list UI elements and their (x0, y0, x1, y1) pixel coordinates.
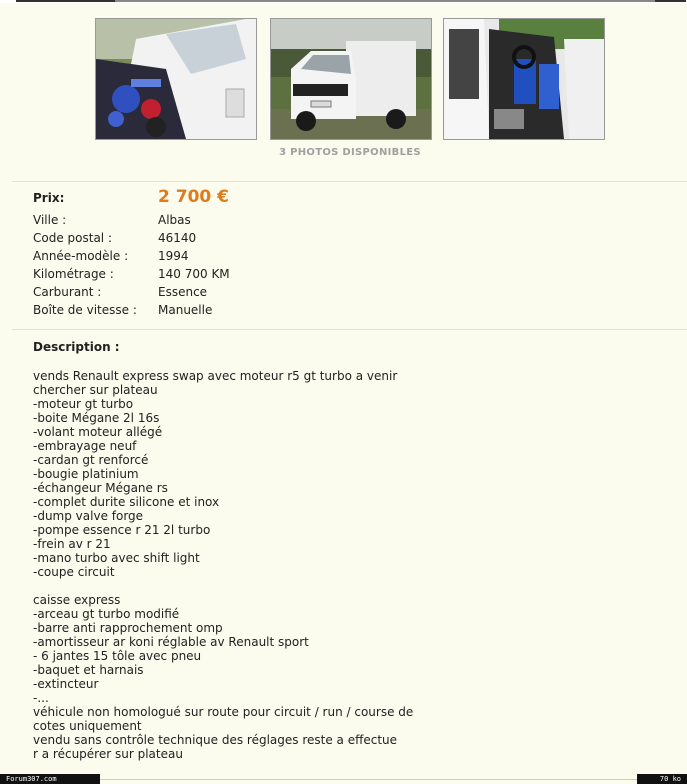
description-line: -embrayage neuf (33, 439, 137, 453)
description-line: -coupe circuit (33, 565, 115, 579)
fuel-value: Essence (158, 285, 208, 299)
mileage-value: 140 700 KM (158, 267, 230, 281)
postal-code-value: 46140 (158, 231, 197, 245)
description-line: -cardan gt renforcé (33, 453, 149, 467)
description-body (33, 369, 453, 761)
top-strip (0, 0, 687, 3)
description-line: -mano turbo avec shift light (33, 551, 200, 565)
description-line: -... (33, 691, 49, 705)
photo-thumbnail-2[interactable] (270, 18, 432, 140)
description-line: -complet durite silicone et inox (33, 495, 220, 509)
postal-code-label: Code postal : (33, 231, 112, 245)
photo-thumbnail-3[interactable] (443, 18, 605, 140)
description-line: -baquet et harnais (33, 663, 144, 677)
top-strip-mid (115, 0, 655, 2)
mileage-label: Kilométrage : (33, 267, 114, 281)
description-line: caisse express (33, 593, 121, 607)
van-front-photo-icon (271, 19, 431, 139)
description-line: vendu sans contrôle technique des réglages reste a effectue (33, 733, 398, 747)
description-line: cotes uniquement (33, 719, 142, 733)
description-line: -amortisseur ar koni réglable av Renault sport (33, 635, 309, 649)
description-line: chercher sur plateau (33, 383, 158, 397)
description-line: -volant moteur allégé (33, 425, 163, 439)
description-line: vends Renault express swap avec moteur r5 gt turbo a venir (33, 369, 398, 383)
description-line: -frein av r 21 (33, 537, 111, 551)
city-value: Albas (158, 213, 191, 227)
separator-top (12, 181, 687, 182)
description-line: -pompe essence r 21 2l turbo (33, 523, 211, 537)
description-line: - 6 jantes 15 tôle avec pneu (33, 649, 202, 663)
description-line: -extincteur (33, 677, 99, 691)
description-line: -bougie platinium (33, 467, 139, 481)
price-label: Prix: (33, 191, 65, 205)
city-label: Ville : (33, 213, 67, 227)
gearbox-label: Boîte de vitesse : (33, 303, 137, 317)
photo-thumbnail-1[interactable] (95, 18, 257, 140)
description-line: -dump valve forge (33, 509, 144, 523)
fuel-label: Carburant : (33, 285, 102, 299)
description-line: -échangeur Mégane rs (33, 481, 168, 495)
footer-divider (100, 779, 637, 780)
photos-count-caption: 3 PHOTOS DISPONIBLES (279, 147, 421, 158)
description-line: -arceau gt turbo modifié (33, 607, 180, 621)
description-line: -boite Mégane 2l 16s (33, 411, 160, 425)
description-line (33, 579, 453, 593)
footer-watermark: Forum307.com (0, 774, 100, 784)
model-year-value: 1994 (158, 249, 189, 263)
separator-middle (12, 329, 687, 330)
engine-bay-photo-icon (96, 19, 256, 139)
description-title: Description : (33, 340, 120, 354)
description-line: -moteur gt turbo (33, 397, 134, 411)
interior-seats-photo-icon (444, 19, 604, 139)
gearbox-value: Manuelle (158, 303, 213, 317)
footer-file-size: 70 ko (637, 774, 687, 784)
model-year-label: Année-modèle : (33, 249, 129, 263)
description-line: -barre anti rapprochement omp (33, 621, 223, 635)
description-line: r a récupérer sur plateau (33, 747, 183, 761)
description-line: véhicule non homologué sur route pour circuit / run / course de (33, 705, 414, 719)
price-value: 2 700 € (158, 187, 229, 207)
